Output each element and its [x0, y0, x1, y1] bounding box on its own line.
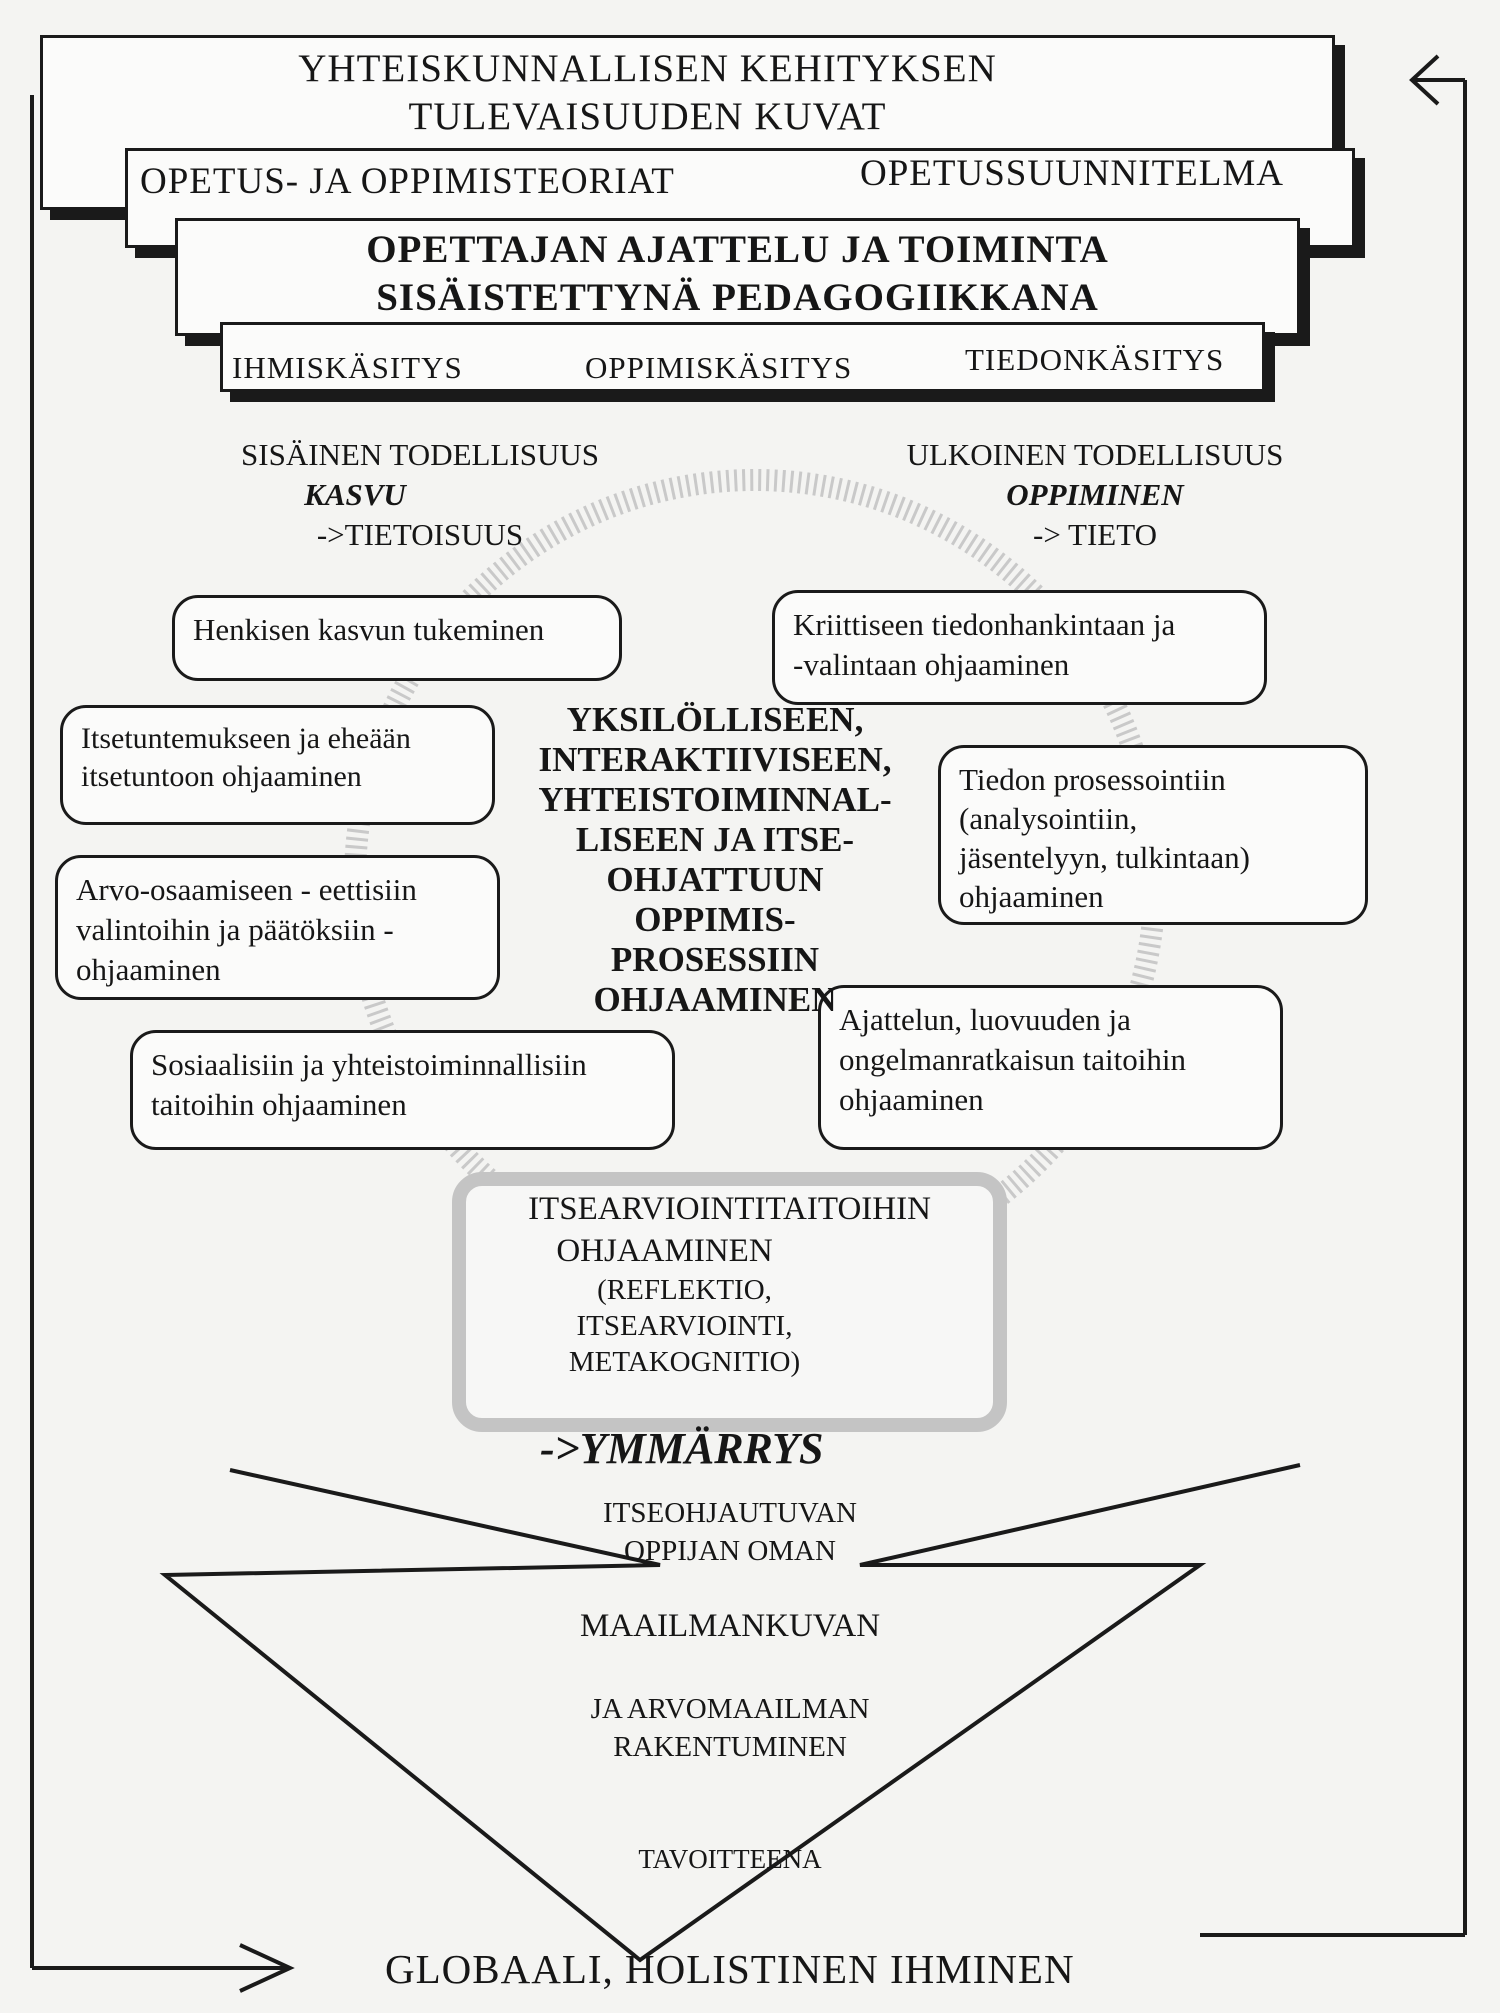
bubble-line: Ajattelun, luovuuden ja	[839, 1002, 1131, 1037]
bubble-line: itsetuntoon ohjaaminen	[81, 760, 362, 793]
teacher-thinking-line-2: SISÄISTETTYNÄ PEDAGOGIIKKANA	[376, 276, 1099, 319]
teacher-thinking-text	[175, 226, 1300, 322]
outer-reality	[855, 435, 1335, 555]
center-line: OPPIMIS-	[634, 900, 796, 939]
bubble-line: ongelmanratkaisun taitoihin	[839, 1042, 1186, 1077]
left-bubble-4	[130, 1030, 675, 1150]
conception-knowledge: TIEDONKÄSITYS	[965, 342, 1225, 377]
inner-reality-result: ->TIETOISUUS	[316, 517, 524, 552]
self-eval-line-1: ITSEARVIOINTITAITOIHIN	[528, 1191, 931, 1227]
center-line: PROSESSIIN	[610, 940, 820, 979]
bubble-line: -valintaan ohjaaminen	[793, 647, 1070, 682]
bubble-line: Henkisen kasvun tukeminen	[193, 612, 545, 647]
future-images-text	[40, 45, 1255, 141]
bubble-line: valintoihin ja päätöksiin -	[76, 912, 394, 947]
bubble-line: Tiedon prosessointiin	[959, 762, 1226, 797]
self-eval-detail-3: METAKOGNITIO)	[568, 1346, 801, 1378]
funnel-line-3: MAAILMANKUVAN	[579, 1608, 881, 1644]
center-line: INTERAKTIIVISEEN,	[538, 740, 892, 779]
center-line: YKSILÖLLISEEN,	[566, 700, 864, 739]
inner-reality-title: SISÄINEN TODELLISUUS	[241, 437, 599, 472]
inner-reality-sub: KASVU	[304, 477, 406, 512]
funnel-line-6: TAVOITTEENA	[638, 1844, 822, 1874]
funnel-line-2: OPPIJAN OMAN	[624, 1535, 836, 1567]
right-bubble-1	[772, 590, 1267, 705]
future-images-line-1: YHTEISKUNNALLISEN KEHITYKSEN	[298, 47, 997, 90]
funnel-line-1: ITSEOHJAUTUVAN	[602, 1497, 858, 1529]
inner-reality	[180, 435, 660, 555]
self-eval-detail-1: (REFLEKTIO,	[597, 1274, 772, 1306]
left-bubble-1	[172, 595, 622, 681]
bubble-line: ohjaaminen	[76, 952, 221, 987]
funnel-mid-text	[430, 1690, 1030, 1766]
future-images-line-2: TULEVAISUUDEN KUVAT	[408, 95, 887, 138]
center-line: YHTEISTOIMINNAL-	[538, 780, 892, 819]
left-bubble-2	[60, 705, 495, 825]
curriculum-label: OPETUSSUUNNITELMA	[860, 153, 1284, 194]
theories-label: OPETUS- JA OPPIMISTEORIAT	[140, 161, 675, 202]
bubble-line: ohjaaminen	[839, 1082, 984, 1117]
funnel-top-text	[480, 1494, 980, 1570]
bubble-line: Kriittiseen tiedonhankintaan ja	[793, 607, 1176, 642]
outer-reality-sub: OPPIMINEN	[1006, 477, 1184, 512]
center-line: LISEEN JA ITSE-	[575, 820, 855, 859]
self-eval-line-2: OHJAAMINEN	[556, 1233, 773, 1269]
bubble-line: Itsetuntemukseen ja eheään	[81, 722, 411, 755]
center-line: OHJATTUUN	[606, 860, 824, 899]
conception-human: IHMISKÄSITYS	[232, 350, 463, 385]
center-line: OHJAAMINEN	[593, 980, 837, 1019]
conception-learning: OPPIMISKÄSITYS	[585, 350, 853, 385]
bubble-line: taitoihin ohjaaminen	[151, 1087, 407, 1122]
bubble-line: Arvo-osaamiseen - eettisiin	[76, 872, 417, 907]
understanding-label: ->YMMÄRRYS	[540, 1424, 824, 1473]
left-bubble-3	[55, 855, 500, 1000]
right-bubble-2	[938, 745, 1368, 925]
holistic-human-label: GLOBAALI, HOLISTINEN IHMINEN	[385, 1946, 1075, 1992]
self-eval-detail-2: ITSEARVIOINTI,	[576, 1310, 793, 1342]
teacher-thinking-line-1: OPETTAJAN AJATTELU JA TOIMINTA	[366, 228, 1109, 271]
bubble-line: Sosiaalisiin ja yhteistoiminnallisiin	[151, 1047, 587, 1082]
center-process-text	[505, 700, 925, 1020]
funnel-line-4: JA ARVOMAAILMAN	[590, 1693, 870, 1725]
self-evaluation-text	[452, 1188, 1007, 1380]
funnel-line-5: RAKENTUMINEN	[613, 1731, 847, 1763]
outer-reality-title: ULKOINEN TODELLISUUS	[906, 437, 1284, 472]
bubble-line: jäsentelyyn, tulkintaan)	[959, 840, 1250, 875]
bubble-line: ohjaaminen	[959, 879, 1104, 914]
outer-reality-result: -> TIETO	[1033, 517, 1157, 552]
bubble-line: (analysointiin,	[959, 801, 1138, 836]
